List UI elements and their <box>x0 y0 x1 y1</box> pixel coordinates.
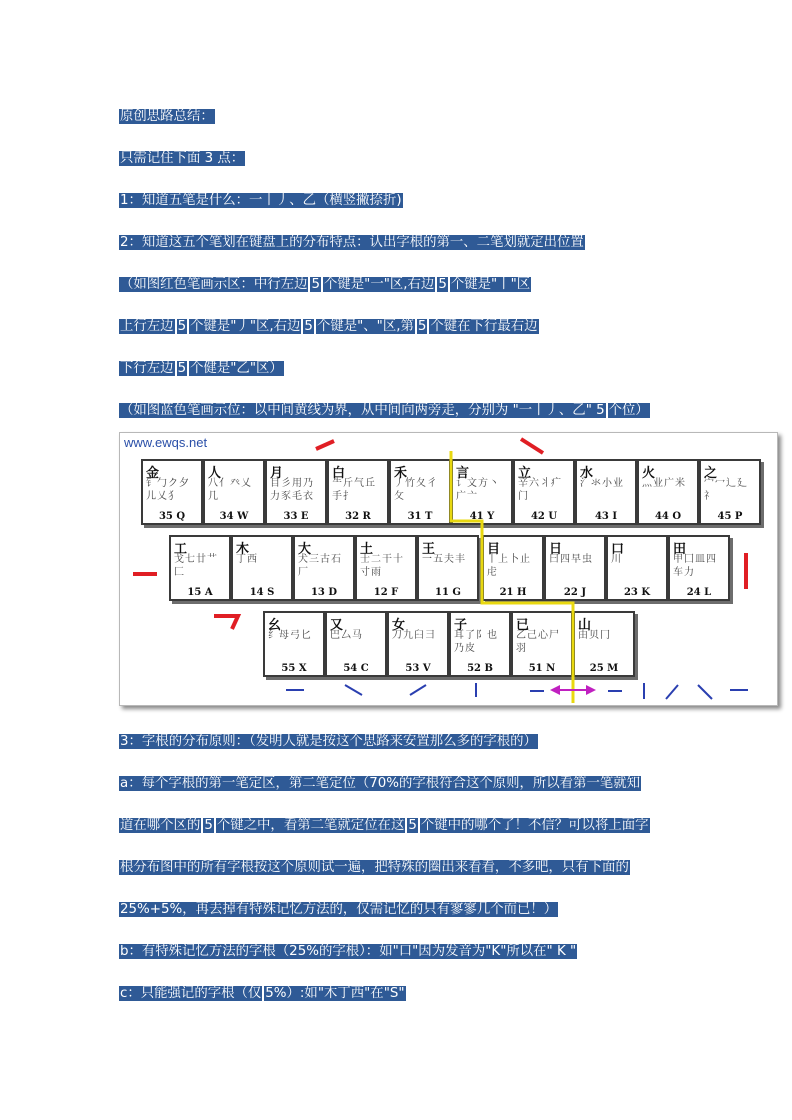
key-radicals: 钅勹ク夕儿乂犭 <box>146 478 190 502</box>
text-segment: 5%）:如"木丁西"在"S" <box>265 986 405 1001</box>
text-line <box>119 856 630 880</box>
key-name: 王 <box>422 542 436 557</box>
text-segment: 个键是"丿"区,右边 <box>190 319 301 334</box>
key-name: 水 <box>580 466 594 481</box>
key-radicals: 丿竹夂彳攵 <box>394 478 438 502</box>
key-code: 14 S <box>249 587 275 598</box>
text-segment: 5 <box>408 818 417 833</box>
key-radicals: 巴厶马 <box>330 630 363 641</box>
text-segment: 原创思路总结： <box>120 109 214 124</box>
text-segment: 个健是"乙"区） <box>190 361 283 376</box>
text-segment: 个键之中，看第二笔就定位在这 <box>216 818 405 833</box>
key-code: 11 G <box>435 587 461 598</box>
key-name: 白 <box>332 466 346 481</box>
key-name: 言 <box>456 466 470 481</box>
text-segment: （如图红色笔画示区：中行左边 <box>120 277 308 292</box>
key-code: 55 X <box>281 663 307 674</box>
key-name: 火 <box>642 466 656 481</box>
text-line <box>119 231 585 255</box>
key-name: 人 <box>208 466 222 481</box>
text-segment: 下行左边 <box>120 361 174 376</box>
key-radicals: 氵氺小业 <box>580 478 624 489</box>
text-segment: 个键中的哪个了！不信？可以将上面字 <box>420 818 649 833</box>
key-code: 32 R <box>345 511 371 522</box>
key-radicals: 耳了阝也乃皮 <box>454 630 498 654</box>
text-segment: 根分布图中的所有字根按这个原则试一遍，把特殊的圈出来看看，不多吧，只有下面的 <box>120 860 629 875</box>
key-name: 山 <box>578 618 592 633</box>
key-name: 田 <box>673 542 687 557</box>
yellow-divider-line <box>120 433 777 705</box>
key-name: 女 <box>392 618 406 633</box>
key-name: 幺 <box>268 618 282 633</box>
key-radicals: 犬三古石厂 <box>298 554 342 578</box>
key-radicals: 目彡用乃力豕毛衣 <box>270 478 314 502</box>
key-radicals: 由贝冂 <box>578 630 611 641</box>
key-radicals: 士二干十寸雨 <box>360 554 404 578</box>
blue-mark-2 <box>345 685 362 695</box>
key-code: 22 J <box>563 587 587 598</box>
key-radicals: 一五夫丰 <box>422 554 466 565</box>
text-segment: c：只能强记的字根（仅 <box>120 986 262 1001</box>
text-segment: 5 <box>177 319 187 334</box>
key-name: 大 <box>298 542 312 557</box>
key-name: 已 <box>516 618 530 633</box>
key-code: 42 U <box>530 511 558 522</box>
text-segment: 个键是"一"区,右边 <box>324 277 435 292</box>
text-segment: 25%+5%，再去掉有特殊记忆方法的，仅需记忆的只有寥寥几个而已！） <box>120 902 558 917</box>
key-code: 31 T <box>407 511 433 522</box>
key-code: 24 L <box>686 587 712 598</box>
key-code: 54 C <box>343 663 369 674</box>
text-segment: 个键在下行最右边 <box>430 319 538 334</box>
key-code: 15 A <box>187 587 213 598</box>
key-code: 43 I <box>594 511 618 522</box>
key-name: 金 <box>146 466 160 481</box>
text-segment: 2：知道这五个笔划在键盘上的分布特点：认出字根的第一、二笔划就定出位置 <box>120 235 584 250</box>
text-line <box>119 940 577 964</box>
key-name: 禾 <box>394 466 408 481</box>
key-code: 45 P <box>717 511 743 522</box>
key-radicals: 川 <box>611 554 622 565</box>
yellow-divider-path <box>451 451 573 703</box>
figure-watermark: www.ewqs.net <box>124 435 208 450</box>
key-code: 23 K <box>623 587 651 598</box>
text-segment: 个键是"、"区,第 <box>316 319 414 334</box>
red-stroke-2 <box>521 439 543 453</box>
key-radicals: ⺧斤气丘手扌 <box>332 478 376 502</box>
text-line <box>119 898 558 922</box>
key-radicals: 曰四早虫 <box>549 554 593 565</box>
text-line <box>119 982 406 1006</box>
key-radicals: 丁西 <box>236 554 258 565</box>
key-code: 33 E <box>283 511 309 522</box>
key-code: 25 M <box>589 663 619 674</box>
text-line <box>119 189 403 213</box>
key-radicals: 戈七廿艹匚 <box>174 554 218 578</box>
key-code: 13 D <box>310 587 338 598</box>
key-radicals: 八亻癶乂几 <box>208 478 252 502</box>
text-segment: （如图蓝色笔画示位：以中间黄线为界，从中间向两旁走，分别为 "一丨丿、乙" 5 <box>120 403 605 418</box>
key-name: 工 <box>174 542 188 557</box>
key-code: 44 O <box>654 511 682 522</box>
text-segment: 5 <box>204 818 213 833</box>
key-radicals: 纟母弓匕 <box>268 630 312 641</box>
key-name: 土 <box>360 542 374 557</box>
text-line <box>119 730 538 754</box>
key-name: 木 <box>236 542 250 557</box>
text-segment: 只需记住下面 3 点： <box>120 151 245 166</box>
text-segment: 3：字根的分布原则：（发明人就是按这个思路来安置那么多的字根的） <box>120 734 537 749</box>
magenta-arrow-right-head <box>586 685 596 695</box>
text-segment: 个位） <box>608 403 649 418</box>
key-radicals: 灬业广米 <box>642 478 686 489</box>
key-name: 立 <box>518 466 532 481</box>
text-line <box>119 814 650 838</box>
blue-mark-9 <box>698 685 712 699</box>
key-code: 41 Y <box>469 511 495 522</box>
key-code: 35 Q <box>158 511 186 522</box>
text-line <box>119 399 650 423</box>
text-line <box>119 315 539 339</box>
text-segment: 上行左边 <box>120 319 174 334</box>
text-segment: 个键是"丨"区 <box>450 277 531 292</box>
key-radicals: 讠文方丶广亠 <box>456 478 500 502</box>
key-code: 34 W <box>219 511 249 522</box>
key-radicals: 乙己心尸羽 <box>516 630 560 654</box>
text-segment: a：每个字根的第一笔定区，第二笔定位（70%的字根符合这个原则，所以看第一笔就知 <box>120 776 641 791</box>
text-line <box>119 273 531 297</box>
red-stroke-5 <box>214 616 238 629</box>
key-code: 51 N <box>528 663 556 674</box>
key-code: 12 F <box>373 587 399 598</box>
text-segment: 5 <box>177 361 187 376</box>
key-radicals: 丨上卜止虍 <box>487 554 531 578</box>
text-segment: 道在哪个区的 <box>120 818 201 833</box>
key-radicals: 刀九臼彐 <box>392 630 436 641</box>
key-radicals: 宀冖辶廴礻 <box>704 478 748 502</box>
key-name: 又 <box>330 618 344 633</box>
key-radicals: 辛六丬疒门 <box>518 478 562 502</box>
text-line <box>119 147 245 171</box>
key-name: 口 <box>611 542 625 557</box>
wubi-keyboard-figure <box>119 432 778 706</box>
key-name: 月 <box>270 466 284 481</box>
text-line <box>119 357 284 381</box>
key-code: 21 H <box>499 587 527 598</box>
magenta-arrow-left-head <box>550 685 560 695</box>
key-name: 日 <box>549 542 563 557</box>
text-line <box>119 105 215 129</box>
key-name: 目 <box>487 542 501 557</box>
blue-mark-3 <box>410 685 426 695</box>
text-segment: 1：知道五笔是什么：一丨丿、乙（横竖撇捺折) <box>120 193 402 208</box>
key-radicals: 甲囗皿四车力 <box>673 554 717 578</box>
key-code: 52 B <box>467 663 493 674</box>
text-segment: b：有特殊记忆方法的字根（25%的字根）：如"口"因为发音为"K"所以在" K " <box>120 944 577 959</box>
key-code: 53 V <box>405 663 431 674</box>
text-line <box>119 772 641 796</box>
key-name: 子 <box>454 618 468 633</box>
text-segment: 5 <box>304 319 313 334</box>
text-segment: 5 <box>311 277 320 292</box>
red-stroke-1 <box>316 441 334 449</box>
text-segment: 5 <box>417 319 427 334</box>
text-segment: 5 <box>438 277 447 292</box>
key-name: 之 <box>704 466 718 481</box>
blue-mark-8 <box>666 685 678 699</box>
